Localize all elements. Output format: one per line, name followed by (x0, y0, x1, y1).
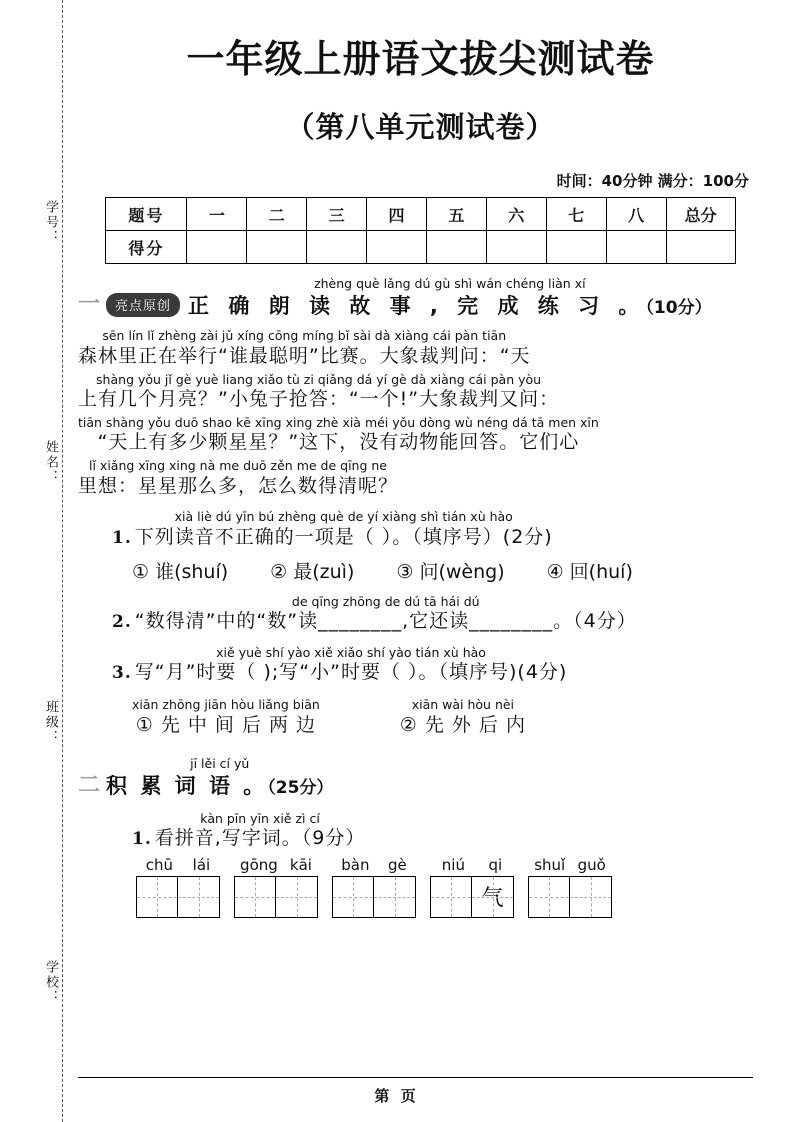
grid-3-pinyin-2: gè (387, 855, 407, 874)
question-3-option-b[interactable] (400, 692, 526, 738)
grid-4-cell-2[interactable]: 气 (472, 876, 514, 918)
score-cell-3[interactable] (307, 231, 367, 264)
section-2-points: （25分） (267, 778, 334, 799)
question-3-option-a-pinyin: xiān zhōng jiān hòu liǎng biān (132, 697, 320, 713)
passage-line-2 (78, 372, 763, 413)
grid-5-pinyin-1: shuǐ (534, 855, 566, 874)
question-1-option-a[interactable]: ① 谁(shuí) (132, 560, 229, 583)
grid-group-1 (136, 856, 220, 918)
question-3-options (78, 692, 763, 738)
score-cell-2[interactable] (247, 231, 307, 264)
passage-line-2-hanzi: 上有几个月亮？”小兔子抢答：“一个!”大象裁判又问： (78, 388, 560, 411)
score-col-1: 一 (187, 198, 247, 231)
score-cell-6[interactable] (486, 231, 546, 264)
score-row-label-1: 得分 (106, 231, 187, 264)
sidebar-label-school: 学校： (43, 960, 58, 1005)
question-3-text: 写“月”时要（ );写“小”时要（ ）。（填序号)(4分) (134, 661, 568, 684)
question-2 (78, 594, 763, 635)
score-cell-total[interactable] (666, 231, 735, 264)
question-3-option-b-pinyin: xiān wài hòu nèi (411, 697, 515, 713)
grid-4-cell-1[interactable] (430, 876, 472, 918)
passage-line-4-pinyin: lǐ xiǎng xīng xing nà me duō zěn me de qīng ne (89, 458, 387, 474)
section2-question-1 (78, 811, 763, 918)
grid-4-pinyin-2: qi (488, 855, 503, 874)
grid-2-cell-1[interactable] (234, 876, 276, 918)
score-cell-7[interactable] (546, 231, 606, 264)
section2-question-1-number: 1. (132, 829, 152, 850)
grid-5-cell-1[interactable] (528, 876, 570, 918)
question-2-text: “数得清”中的“数”读________,它还读________。（4分） (134, 610, 637, 633)
question-1-option-c[interactable]: ③ 问(wèng) (396, 560, 505, 583)
score-cell-5[interactable] (426, 231, 486, 264)
grid-group-5 (528, 856, 612, 918)
question-2-pinyin: de qīng zhōng de dú tā hái dú (291, 593, 480, 609)
grid-3-cell-1[interactable] (332, 876, 374, 918)
score-col-3: 三 (307, 198, 367, 231)
question-3-option-b-text: ② 先 外 后 内 (399, 713, 526, 736)
section-2-number: 二 (78, 772, 101, 798)
score-col-4: 四 (367, 198, 427, 231)
score-col-7: 七 (546, 198, 606, 231)
footer-divider (78, 1077, 753, 1078)
section-2-title: 积 累 词 语 。 (106, 774, 268, 799)
sidebar-label-student-id: 学号： (43, 200, 58, 245)
passage-line-3-pinyin: tiān shàng yǒu duō shao kē xīng xing zhè xià méi yǒu dòng wù néng dá tā men xīn (78, 414, 599, 430)
question-1 (78, 509, 763, 583)
question-2-number: 2. (112, 612, 132, 633)
character-grid-row (78, 856, 763, 918)
grid-1-cell-2[interactable] (178, 876, 220, 918)
section-2-title-ruby (106, 756, 333, 800)
question-3-option-a-text: ① 先 中 间 后 两 边 (135, 713, 317, 736)
grid-5-cell-2[interactable] (570, 876, 612, 918)
grid-2-pinyin-2: kāi (289, 855, 312, 874)
sidebar-label-name: 姓名： (43, 440, 58, 485)
section-1-title-pinyin: zhèng què lǎng dú gù shì wán chéng liàn xí (314, 276, 586, 291)
passage-line-1-pinyin: sēn lín lǐ zhèng zài jǔ xíng cōng míng bǐ sài dà xiàng cái pàn tiān (102, 328, 507, 344)
score-cell-8[interactable] (606, 231, 666, 264)
question-1-pinyin: xià liè dú yīn bú zhèng què de yí xiàng shì tián xù hào (174, 509, 513, 525)
score-col-8: 八 (606, 198, 666, 231)
section-1-points: （10分） (645, 297, 712, 318)
section-1-header (78, 276, 763, 320)
page-subtitle: （第八单元测试卷） (285, 110, 556, 144)
passage-line-4-hanzi: 里想：星星那么多，怎么数得清呢？ (78, 474, 399, 497)
margin-divider (62, 0, 63, 1122)
sidebar-label-class: 班级： (43, 700, 58, 745)
page-title: 一年级上册语文拔尖测试卷 (186, 37, 655, 81)
passage-line-4 (78, 458, 763, 499)
student-info-sidebar (26, 0, 60, 1122)
grid-2-cell-2[interactable] (276, 876, 318, 918)
question-1-options (78, 557, 763, 584)
score-col-6: 六 (486, 198, 546, 231)
score-row-label-0: 题号 (106, 198, 187, 231)
section-1-number: 一 (78, 292, 101, 318)
exam-meta-info: 时间：40分钟 满分：100分 (556, 172, 749, 190)
section-2-header (78, 756, 763, 800)
paper-content (78, 0, 763, 918)
grid-5-pinyin-2: guǒ (577, 855, 606, 874)
section2-question-1-text: 看拼音,写字词。（9分） (154, 827, 366, 850)
grid-1-pinyin-1: chū (145, 855, 174, 874)
section-2-title-pinyin: jī lěi cí yǔ (190, 756, 250, 772)
grid-group-3 (332, 856, 416, 918)
score-col-total: 总分 (666, 198, 735, 231)
table-row (106, 231, 735, 264)
passage-line-1-hanzi: 森林里正在举行“谁最聪明”比赛。大象裁判问：“天 (78, 344, 531, 367)
score-col-5: 五 (426, 198, 486, 231)
question-3 (78, 645, 763, 739)
question-3-option-a[interactable] (132, 692, 320, 738)
grid-group-4 (430, 856, 514, 918)
question-1-number: 1. (112, 527, 132, 548)
question-1-option-b[interactable]: ② 最(zuì) (270, 560, 355, 583)
passage-line-3-hanzi: “天上有多少颗星星？”这下，没有动物能回答。它们心 (97, 431, 580, 454)
section2-question-1-pinyin: kàn pīn yīn xiě zì cí (200, 810, 320, 826)
score-cell-1[interactable] (187, 231, 247, 264)
grid-1-pinyin-2: lái (192, 855, 211, 874)
grid-3-pinyin-1: bàn (341, 855, 370, 874)
passage-line-2-pinyin: shàng yǒu jǐ gè yuè liang xiǎo tù zi qiǎng dá yí gè dà xiàng cái pàn yòu (96, 371, 542, 387)
question-1-option-d[interactable]: ④ 回(huí) (546, 560, 633, 583)
section-1-badge: 亮点原创 (106, 293, 180, 317)
score-cell-4[interactable] (367, 231, 427, 264)
section-1-title-ruby (188, 276, 712, 320)
question-1-number-wrap (112, 509, 135, 550)
score-table (105, 197, 735, 264)
score-col-2: 二 (247, 198, 307, 231)
grid-group-2 (234, 856, 318, 918)
table-row (106, 198, 735, 231)
section-1-title: 正 确 朗 读 故 事 , 完 成 练 习 。 (188, 293, 646, 318)
question-3-number: 3. (112, 663, 132, 684)
passage-line-3 (78, 415, 763, 456)
question-1-text: 下列读音不正确的一项是（ ）。（填序号）(2分) (134, 525, 553, 548)
page-footer: 第 页 (374, 1087, 419, 1105)
grid-2-pinyin-1: gōng (240, 855, 278, 874)
passage-line-1 (78, 328, 763, 369)
grid-1-cell-1[interactable] (136, 876, 178, 918)
grid-3-cell-2[interactable] (374, 876, 416, 918)
question-3-pinyin: xiě yuè shí yào xiě xiǎo shí yào tián xù hào (216, 644, 486, 660)
reading-passage (78, 328, 763, 499)
grid-4-pinyin-1: niú (441, 855, 465, 874)
